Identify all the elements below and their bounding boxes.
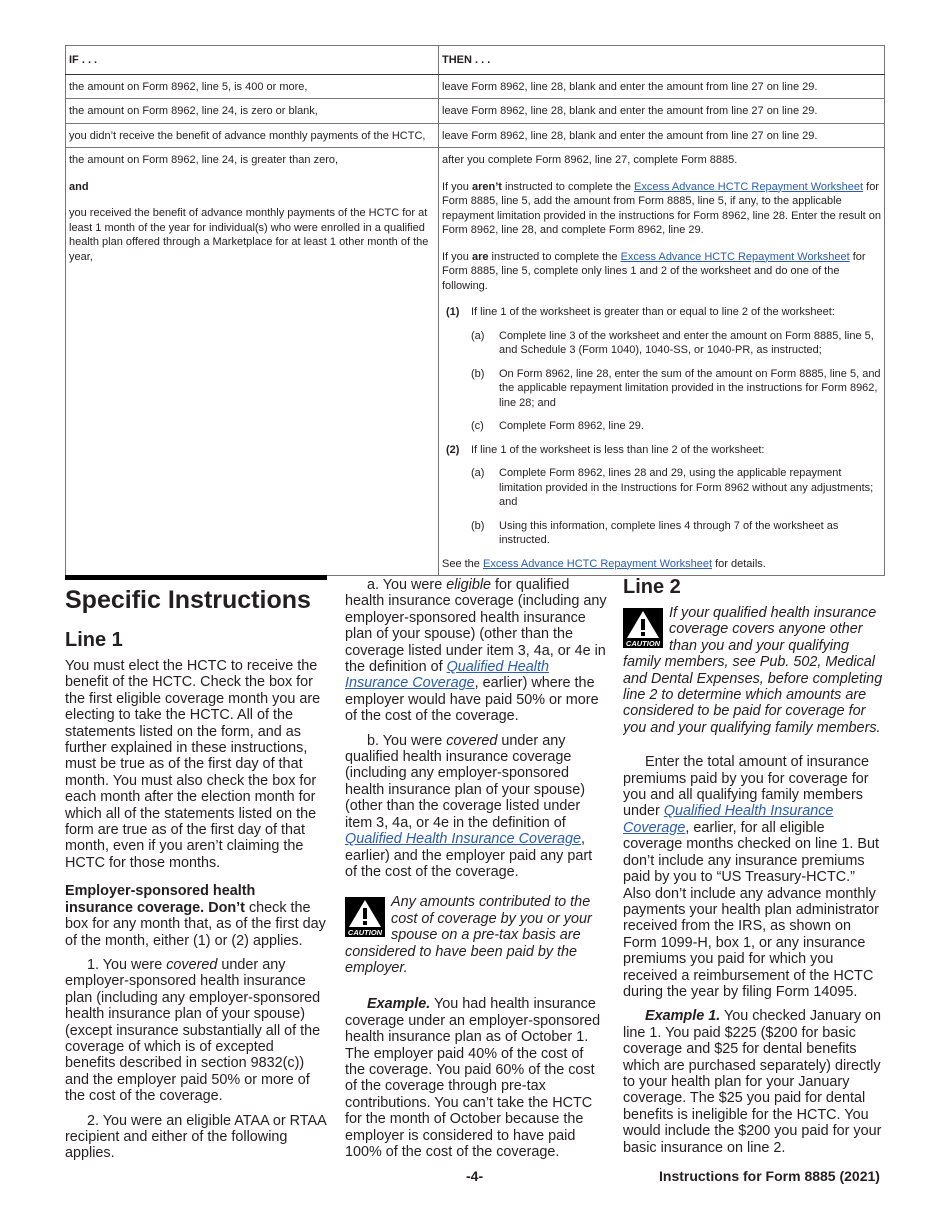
table-row bbox=[66, 148, 885, 576]
sub-option bbox=[467, 419, 881, 434]
option-text: If line 1 of the worksheet is greater than or equal to line 2 of the worksheet: bbox=[471, 306, 835, 318]
sub-number: (b) bbox=[471, 367, 485, 380]
then-text-2 bbox=[442, 180, 881, 238]
caution-note bbox=[345, 894, 607, 976]
text-segment: 2. You were an eligible ATAA or RTAA recipient and either of the following applies. bbox=[65, 1112, 326, 1162]
text-segment: covered bbox=[446, 732, 498, 749]
paragraph bbox=[65, 957, 327, 1105]
text-segment: You had health insurance coverage under an employer-sponsored health insurance plan as of October 1. The employer paid 40% of the cost of the coverage. You paid 60% of the cost of the coverage through pre-tax contributions. You can’t take the HCTC for the month of October because the employer is considered to have paid 100% of the cost of the coverage. bbox=[345, 996, 601, 1160]
caution-text: If your qualified health insurance coverage covers anyone other than you and your qualifying family members, see Pub. 502, Medical and Dental Expenses, before completing line 2 to determine which amounts are considered to be paid for coverage for you and your qualifying family members. bbox=[623, 605, 883, 736]
caution-text: Any amounts contributed to the cost of coverage by you or your spouse on a pre-tax basis are considered to have been paid by the employer. bbox=[345, 894, 592, 976]
table-header-row bbox=[66, 46, 885, 75]
text-segment: instructed to complete the bbox=[501, 180, 635, 193]
table-row bbox=[66, 99, 885, 124]
header-then: THEN . . . bbox=[439, 46, 885, 75]
reference-link[interactable]: Excess Advance HCTC Repayment Worksheet bbox=[620, 250, 850, 263]
text-segment: Example 1. bbox=[645, 1008, 721, 1025]
reference-link[interactable]: Excess Advance HCTC Repayment Worksheet bbox=[482, 557, 713, 570]
if-condition-2: you received the benefit of advance monthly payments of the HCTC for at least 1 month of the year for individual(s) who were enrolled in a qualified health plan offered through a Marketplace for at least 1 other month of the year, bbox=[69, 207, 429, 263]
then-end bbox=[442, 557, 881, 572]
sub-text: Complete Form 8962, line 29. bbox=[499, 420, 644, 432]
caution-icon bbox=[345, 897, 385, 937]
text-segment: Enter the total amount of insurance premiums paid by you for coverage for you and all qualifying family members under bbox=[623, 754, 869, 820]
text-segment: are bbox=[471, 250, 489, 263]
reference-link[interactable]: Qualified Health Insurance Coverage bbox=[345, 659, 550, 692]
cell-if: you didn’t receive the benefit of advance monthly payments of the HCTC, bbox=[66, 123, 439, 148]
reference-link[interactable]: Excess Advance HCTC Repayment Worksheet bbox=[634, 180, 864, 193]
table-row bbox=[66, 123, 885, 148]
caution-label: CAUTION bbox=[347, 928, 383, 938]
then-text-1: after you complete Form 8962, line 27, complete Form 8885. bbox=[442, 154, 738, 166]
table-row bbox=[66, 74, 885, 99]
paragraph bbox=[345, 577, 607, 725]
reference-link[interactable]: Qualified Health Insurance Coverage bbox=[623, 803, 834, 836]
text-segment: for Form 8885, line 5, complete only lines 1 and 2 of the worksheet and do one of the following. bbox=[442, 250, 866, 292]
option-1 bbox=[442, 305, 881, 320]
text-segment: instructed to complete the bbox=[488, 250, 621, 263]
cell-if: the amount on Form 8962, line 24, is zero or blank, bbox=[66, 99, 439, 124]
line1-heading: Line 1 bbox=[65, 629, 123, 651]
text-segment: , earlier, for all eligible coverage months checked on line 1. But don’t include any insurance premiums paid by you to “US Treasury-HCTC.” Also don’t include any advance monthly payments your health plan administrator received from the IRS, as shown on Form 1099-H, box 1, or any insurance premiums you paid for which you received a reimbursement of the HCTC during the year by filing Form 14095. bbox=[623, 819, 879, 1000]
option-number: (2) bbox=[446, 443, 460, 456]
sub-text: Complete line 3 of the worksheet and enter the amount on Form 8885, line 5, and Schedule 3 (Form 1040), 1040-SS, or 1040-PR, as instructed; bbox=[499, 329, 874, 356]
text-segment: If you bbox=[442, 250, 472, 263]
paragraph bbox=[65, 883, 327, 949]
paragraph bbox=[65, 658, 327, 871]
caution-note bbox=[623, 605, 885, 736]
if-then-table bbox=[65, 45, 885, 576]
text-segment: If you bbox=[442, 180, 472, 193]
option-text: If line 1 of the worksheet is less than line 2 of the worksheet: bbox=[471, 443, 765, 456]
reference-link[interactable]: Qualified Health Insurance Coverage bbox=[345, 831, 581, 848]
column-2 bbox=[345, 577, 607, 1168]
text-segment: under any employer-sponsored health insurance plan (including any employer-sponsored health insurance plan of your spouse) (except insurance substantially all of the coverage of which is of excepted benefits described in section 9832(c)) and the employer paid 50% or more of the cost of the coverage. bbox=[65, 956, 321, 1105]
column-1 bbox=[65, 575, 327, 1170]
cell-then: leave Form 8962, line 28, blank and enter the amount from line 27 on line 29. bbox=[439, 74, 885, 99]
if-and: and bbox=[69, 180, 89, 193]
sub-number: (a) bbox=[471, 467, 485, 479]
text-segment: check the box for any month that, as of the first day of the month, either (1) or (2) applies. bbox=[65, 899, 326, 949]
text-segment: , earlier) and the employer paid any part of the cost of the coverage. bbox=[345, 831, 593, 880]
sub-text: Complete Form 8962, lines 28 and 29, using the applicable repayment limitation provided in the Instructions for Form 8962 without any adjustments; and bbox=[499, 467, 874, 508]
cell-then bbox=[439, 148, 885, 576]
sub-option bbox=[467, 367, 881, 411]
sub-text: On Form 8962, line 28, enter the sum of the amount on Form 8885, line 5, and the applicable repayment limitation provided in the instructions for Form 8962, line 28; and bbox=[499, 367, 881, 409]
text-segment: See the bbox=[442, 557, 483, 570]
caution-icon bbox=[623, 608, 663, 648]
text-segment: under any qualified health insurance coverage (including any employer-sponsored health insurance plan of your spouse) (other than the coverage listed under item 3, 4a, or 4e in the definition of bbox=[345, 732, 585, 831]
option-2 bbox=[442, 443, 881, 458]
text-segment: for Form 8885, line 5, add the amount from Form 8885, line 5, if any, to the applicable repayment limitation provided in the instructions for Form 8962, line 28. Enter the result on Form 8962, line 28, and complete Form 8962, line 29. bbox=[442, 180, 882, 236]
text-segment: Employer-sponsored health insurance coverage. bbox=[65, 883, 256, 916]
then-text-3 bbox=[442, 250, 881, 294]
text-segment: aren’t bbox=[471, 180, 502, 193]
if-condition-1: the amount on Form 8962, line 24, is greater than zero, bbox=[69, 154, 339, 166]
cell-if: the amount on Form 8962, line 5, is 400 or more, bbox=[66, 74, 439, 99]
page-number: -4- bbox=[466, 1168, 484, 1184]
text-segment: , earlier) where the employer would have paid 50% or more of the cost of the coverage. bbox=[345, 675, 599, 725]
paragraph bbox=[345, 996, 607, 1160]
section-title: Specific Instructions bbox=[65, 586, 311, 614]
section-rule bbox=[65, 575, 327, 614]
sub-option bbox=[467, 329, 881, 358]
text-segment: eligible bbox=[446, 577, 492, 593]
cell-then: leave Form 8962, line 28, blank and enter the amount from line 27 on line 29. bbox=[439, 99, 885, 124]
text-segment: You must elect the HCTC to receive the benefit of the HCTC. Check the box for the first eligible coverage month you are electing to take the HCTC. All of the statements listed on the form, and as further explained in these instructions, must be true as of the first day of that month. You must also check the box for each month after the election month for which all of the statements listed on the form are true as of the first day of that month, even if you aren’t claiming the HCTC for those months. bbox=[65, 658, 321, 871]
text-segment: Example. bbox=[367, 996, 431, 1013]
text-segment: 1. You were bbox=[87, 956, 167, 973]
option-number: (1) bbox=[446, 306, 460, 318]
paragraph bbox=[623, 754, 885, 1000]
cell-if bbox=[66, 148, 439, 576]
line2-heading: Line 2 bbox=[623, 576, 681, 598]
sub-number: (c) bbox=[471, 420, 484, 432]
text-segment: a. You were bbox=[367, 577, 447, 593]
sub-number: (b) bbox=[471, 519, 485, 532]
sub-text: Using this information, complete lines 4 through 7 of the worksheet as instructed. bbox=[499, 519, 839, 546]
paragraph bbox=[345, 733, 607, 881]
paragraph bbox=[65, 1113, 327, 1162]
caution-label: CAUTION bbox=[625, 639, 661, 648]
column-3 bbox=[623, 575, 885, 1164]
form-name: Instructions for Form 8885 (2021) bbox=[659, 1168, 880, 1184]
header-if: IF . . . bbox=[66, 46, 439, 75]
text-segment: b. You were bbox=[367, 732, 447, 749]
sub-option bbox=[467, 519, 881, 548]
paragraph bbox=[623, 1008, 885, 1156]
text-segment: covered bbox=[166, 956, 218, 973]
text-segment: for details. bbox=[712, 557, 766, 570]
text-segment: Don’t bbox=[208, 899, 245, 916]
sub-option bbox=[467, 466, 881, 510]
text-segment: You checked January on line 1. You paid $225 ($200 for basic coverage and $25 for dental benefits which are purchased separately) directly to your health plan for your January coverage. The $25 you paid for dental benefits is ineligible for the HCTC. You would include the $200 you paid for your basic insurance on line 2. bbox=[623, 1008, 882, 1156]
sub-number: (a) bbox=[471, 329, 485, 342]
cell-then: leave Form 8962, line 28, blank and enter the amount from line 27 on line 29. bbox=[439, 123, 885, 148]
text-segment: for qualified health insurance coverage (including any employer-sponsored health insurance plan of your spouse) (other than the coverage listed under item 3, 4a, or 4e in the definition of bbox=[345, 577, 607, 676]
